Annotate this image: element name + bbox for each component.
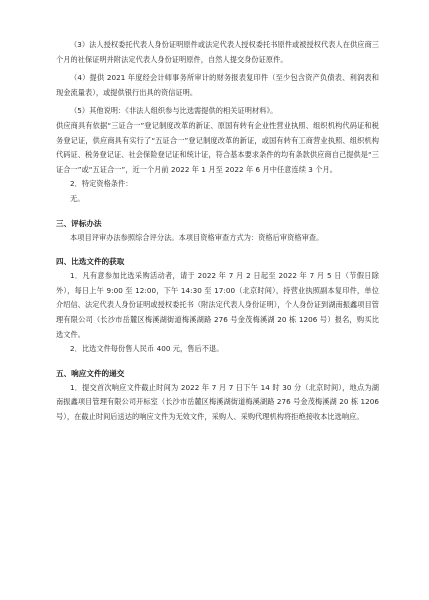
paragraph-submission: 1．提交首次响应文件截止时间为 2022 年 7 月 7 日下午 14 时 30 分（北京时间），地点为湖南振鑫项目管理有限公司开标室（长沙市岳麓区梅溪湖街道梅溪湖路 276 号金茂梅溪湖 20 栋 1206 号），在截止时间后送达的响应文件为无效文件，采购人、采购代理机构将拒绝接收本比选响应。 [56,382,379,421]
paragraph-special-qualification: 2．特定资格条件： [70,179,133,189]
section-title-document-acquisition: 四、比选文件的获取 [56,257,125,267]
paragraph-acquisition: 1．凡有意参加比选采购活动者，请于 2022 年 7 月 2 日起至 2022 年 7 月 5 日（节假日除外），每日上午 9:00 至 12:00，下午 14:30 至 17:00（北京时间），持营业执照副本复印件，单位介绍信、法定代表人身份证明或授权委托书（附法定代表人身份证明），个人身份证到湖南振鑫项目管理有限公司（长沙市岳麓区梅溪湖街道梅溪湖路 276 号金茂梅溪湖 20 栋 1206 号）报名，购买比选文件。 [56,271,379,339]
paragraph-evaluation: 本项目评审办法参照综合评分法。本项目资格审查方式为：资格后审资格审查。 [70,232,324,242]
section-title-submission: 五、响应文件的递交 [56,368,125,378]
paragraph-financial: （4）提供 2021 年度经会计师事务所审计的财务报表复印件（至少包含资产负债表、利润表和现金流量表），或提供银行出具的资信证明。 [56,73,379,97]
paragraph-none: 无。 [70,193,85,203]
paragraph-authorization: （3）法人授权委托代表人身份证明原件或法定代表人授权委托书原件或被授权代表人在供应商三个月的社保证明并附法定代表人身份证明原件，自然人提交身份证原件。 [56,40,379,64]
section-title-evaluation: 三、评标办法 [56,218,102,228]
paragraph-certificates: 供应商具有依据“三证合一”登记制度改革的新证、原国有转有企业性营业执照、组织机构代码证和税务登记证，供应商具有实行了“五证合一”登记制度改革的新证，或国有转有工商营业执照、组织机构代码证、税务登记证、社会保险登记证和统计证，符合基本要求条件的均有条款供应商自己提供是“三证合一”或“五证合一”，近一个月前 2022 年 1 月至 2022 年 6 月中任意连续 3 个月。 [56,120,379,174]
paragraph-other: （5）其他说明：《非法人组织参与比选需提供的相关证明材料》。 [70,106,278,116]
paragraph-price: 2．比选文件每份售人民币 400 元，售后不退。 [70,344,224,354]
